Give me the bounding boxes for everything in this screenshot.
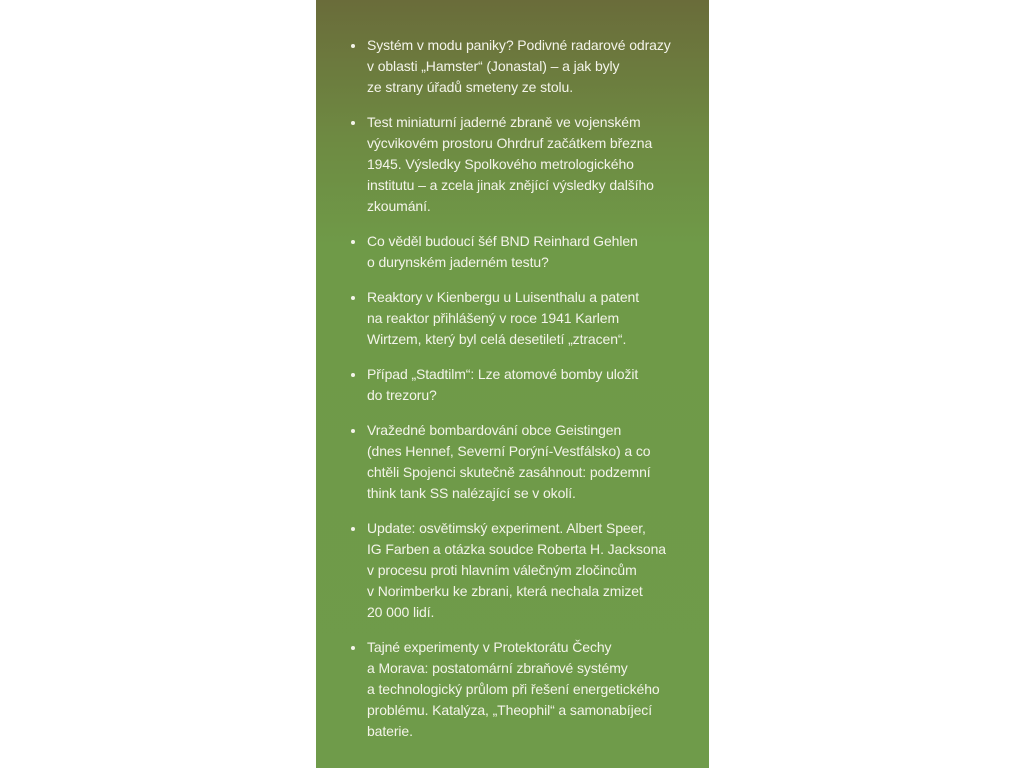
list-item (350, 231, 695, 273)
text-line: 1945. Výsledky Spolkového metrologického (367, 156, 634, 172)
bullet-icon (351, 429, 355, 433)
list-item (350, 637, 695, 742)
list-item (350, 287, 695, 350)
text-line: a Morava: postatomární zbraňové systémy (367, 660, 628, 676)
text-line: na reaktor přihlášený v roce 1941 Karlem (367, 310, 620, 326)
bullet-list (350, 35, 695, 756)
list-item (350, 518, 695, 623)
text-line: (dnes Hennef, Severní Porýní-Vestfálsko) a co (367, 443, 651, 459)
text-line: chtěli Spojenci skutečně zasáhnout: podzemní (367, 464, 651, 480)
text-line: Wirtzem, který byl celá desetiletí „ztracen“. (367, 331, 627, 347)
text-line: v oblasti „Hamster“ (Jonastal) – a jak byly (367, 58, 620, 74)
text-line: Co věděl budoucí šéf BND Reinhard Gehlen (367, 233, 638, 249)
text-line: baterie. (367, 723, 413, 739)
text-line: institutu – a zcela jinak znějící výsledky dalšího (367, 177, 654, 193)
text-line: Test miniaturní jaderné zbraně ve vojenském (367, 114, 641, 130)
list-item (350, 420, 695, 504)
text-line: 20 000 lidí. (367, 604, 435, 620)
text-line: v Norimberku ke zbrani, která nechala zmizet (367, 583, 643, 599)
list-item (350, 364, 695, 406)
text-line: Update: osvětimský experiment. Albert Speer, (367, 520, 646, 536)
text-line: výcvikovém prostoru Ohrdruf začátkem března (367, 135, 653, 151)
text-line: IG Farben a otázka soudce Roberta H. Jacksona (367, 541, 666, 557)
text-line: v procesu proti hlavním válečným zločincům (367, 562, 637, 578)
bullet-icon (351, 373, 355, 377)
bullet-icon (351, 646, 355, 650)
bullet-icon (351, 527, 355, 531)
bullet-icon (351, 44, 355, 48)
bullet-icon (351, 240, 355, 244)
text-line: ze strany úřadů smeteny ze stolu. (367, 79, 574, 95)
text-line: a technologický průlom při řešení energetického (367, 681, 660, 697)
text-line: do trezoru? (367, 387, 437, 403)
text-line: Vražedné bombardování obce Geistingen (367, 422, 622, 438)
bullet-icon (351, 296, 355, 300)
list-item (350, 35, 695, 98)
text-line: problému. Katalýza, „Theophil“ a samonabíjecí (367, 702, 652, 718)
green-content-panel (316, 0, 709, 768)
text-line: think tank SS nalézající se v okolí. (367, 485, 576, 501)
text-line: o durynském jaderném testu? (367, 254, 549, 270)
bullet-icon (351, 121, 355, 125)
text-line: Systém v modu paniky? Podivné radarové odrazy (367, 37, 671, 53)
text-line: Reaktory v Kienbergu u Luisenthalu a patent (367, 289, 639, 305)
text-line: Tajné experimenty v Protektorátu Čechy (367, 639, 612, 655)
text-line: zkoumání. (367, 198, 431, 214)
list-item (350, 112, 695, 217)
text-line: Případ „Stadtilm“: Lze atomové bomby uložit (367, 366, 639, 382)
